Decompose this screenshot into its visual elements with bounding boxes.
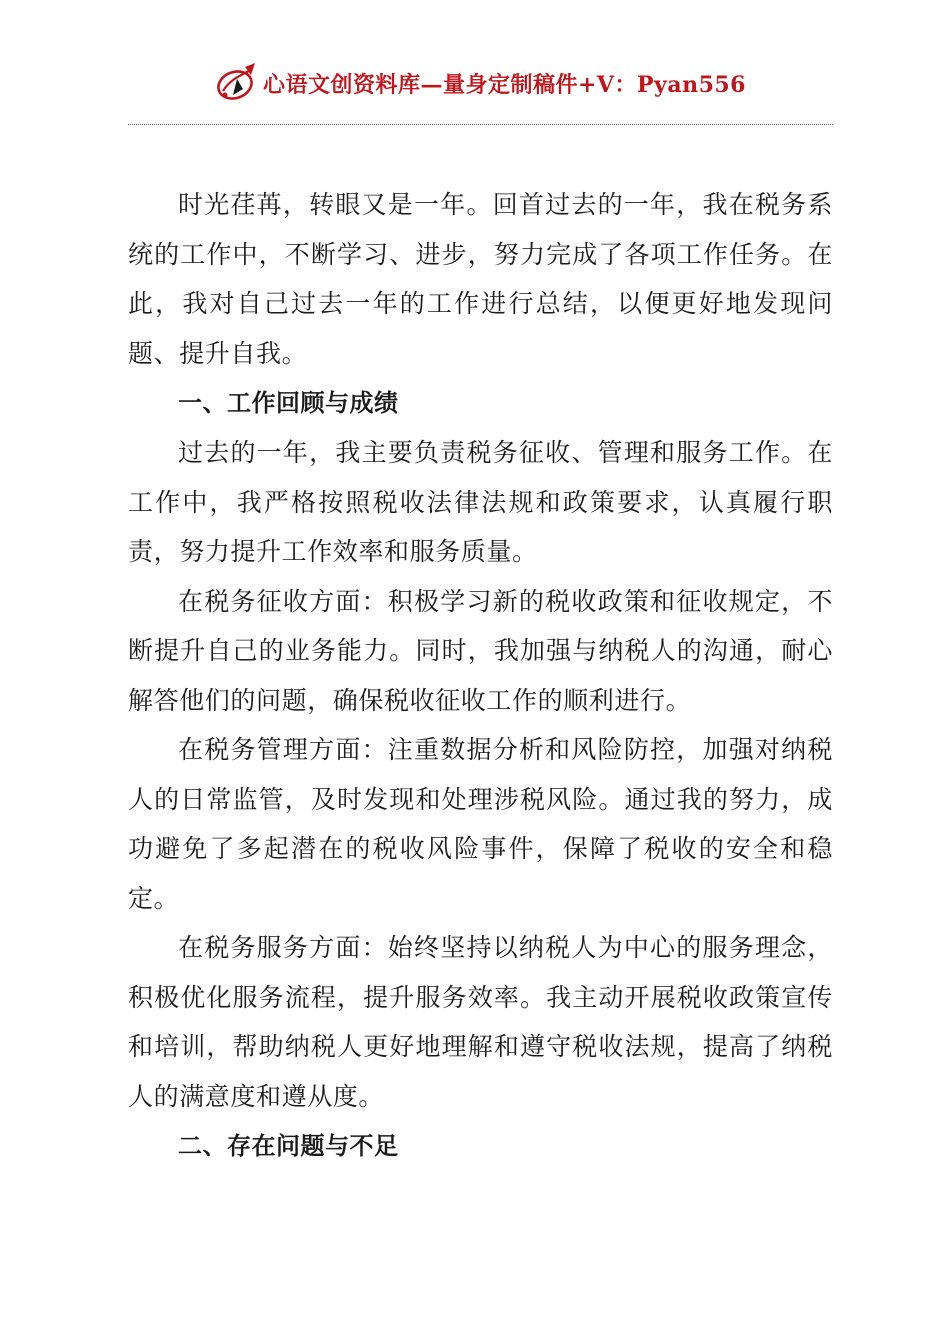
management-paragraph: 在税务管理方面：注重数据分析和风险防控，加强对纳税人的日常监管，及时发现和处理涉税风险。通过我的努力，成功避免了多起潜在的税收风险事件，保障了税收的安全和稳定。 <box>128 735 833 913</box>
page-header <box>128 58 833 108</box>
document-body <box>128 180 833 1171</box>
header-title: 心语文创资料库—量身定制稿件+V：Pyan556 <box>262 71 746 98</box>
quill-swirl-logo-icon <box>215 61 259 105</box>
collection-paragraph: 在税务征收方面：积极学习新的税收政策和征收规定，不断提升自己的业务能力。同时，我加强与纳税人的沟通，耐心解答他们的问题，确保税收征收工作的顺利进行。 <box>128 586 833 715</box>
section-heading-problems: 二、存在问题与不足 <box>178 1132 399 1160</box>
section-heading-review: 一、工作回顾与成绩 <box>178 389 399 417</box>
review-paragraph: 过去的一年，我主要负责税务征收、管理和服务工作。在工作中，我严格按照税收法律法规和政策要求，认真履行职责，努力提升工作效率和服务质量。 <box>128 438 833 566</box>
intro-paragraph: 时光荏苒，转眼又是一年。回首过去的一年，我在税务系统的工作中，不断学习、进步，努力完成了各项工作任务。在此，我对自己过去一年的工作进行总结，以便更好地发现问题、提升自我。 <box>128 190 833 368</box>
service-paragraph: 在税务服务方面：始终坚持以纳税人为中心的服务理念，积极优化服务流程，提升服务效率。我主动开展税收政策宣传和培训，帮助纳税人更好地理解和遵守税收法规，提高了纳税人的满意度和遵从度。 <box>128 933 833 1111</box>
header-divider <box>128 124 833 125</box>
